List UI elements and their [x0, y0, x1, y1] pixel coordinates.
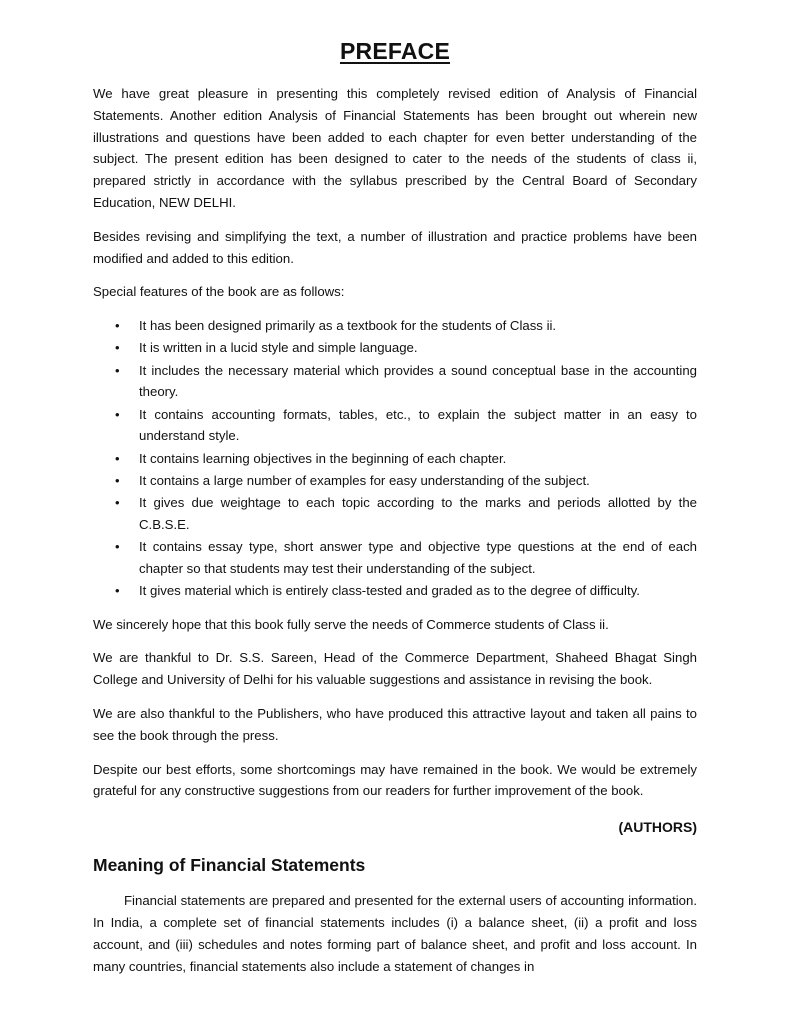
- feature-text: It contains learning objectives in the beginning of each chapter.: [139, 450, 507, 466]
- feature-item: [93, 492, 697, 536]
- closing-paragraph-3: We are also thankful to the Publishers, who have produced this attractive layout and taken all pains to see the book through the press.: [93, 706, 697, 743]
- feature-item: [93, 470, 697, 492]
- feature-item: [93, 580, 697, 602]
- section-paragraph: Financial statements are prepared and presented for the external users of accounting information. In India, a complete set of financial statements includes (i) a balance sheet, (ii) a profit and loss account, and (iii) schedules and notes forming part of balance sheet, and profit and loss account. In many countries, financial statements also include a statement of changes in: [93, 893, 697, 974]
- bullet-icon: •: [115, 582, 120, 598]
- feature-text: It is written in a lucid style and simple language.: [139, 340, 418, 356]
- bullet-icon: •: [115, 406, 120, 422]
- bullet-icon: •: [115, 494, 120, 510]
- bullet-icon: •: [115, 472, 120, 488]
- feature-item: [93, 404, 697, 448]
- feature-text: It contains essay type, short answer type and objective type questions at the end of each chapter so that students may test their understanding of the subject.: [139, 538, 697, 576]
- feature-item: [93, 360, 697, 404]
- feature-text: It contains a large number of examples for easy understanding of the subject.: [139, 472, 590, 488]
- section-heading: Meaning of Financial Statements: [93, 855, 366, 876]
- feature-item: [93, 536, 697, 580]
- bullet-icon: •: [115, 538, 120, 554]
- intro-paragraph-3: Special features of the book are as follows:: [93, 284, 345, 300]
- feature-item: [93, 337, 697, 359]
- feature-text: It has been designed primarily as a textbook for the students of Class ii.: [139, 318, 557, 334]
- feature-item: [93, 448, 697, 470]
- feature-text: It gives due weightage to each topic according to the marks and periods allotted by the C.B.S.E.: [139, 494, 697, 532]
- bullet-icon: •: [115, 318, 120, 334]
- features-list: [93, 315, 697, 601]
- bullet-icon: •: [115, 362, 120, 378]
- page-title: PREFACE: [339, 38, 451, 64]
- authors-signature: (AUTHORS): [618, 819, 697, 836]
- bullet-icon: •: [115, 450, 120, 466]
- document-page: [93, 34, 697, 989]
- intro-paragraph-1: We have great pleasure in presenting this completely revised edition of Analysis of Financial Statements. Another edition Analysis of Financial Statements has been brought out wherein new illustrations and questions have been added to each chapter for even better understanding of the subject. The present edition has been designed to cater to the needs of the students of class ii, prepared strictly in accordance with the syllabus prescribed by the Central Board of Secondary Education, NEW DELHI.: [93, 86, 697, 210]
- closing-paragraph-4: Despite our best efforts, some shortcomings may have remained in the book. We would be extremely grateful for any constructive suggestions from our readers for further improvement of the book.: [93, 761, 697, 799]
- feature-text: It includes the necessary material which provides a sound conceptual base in the accounting theory.: [139, 362, 697, 400]
- intro-paragraph-2: Besides revising and simplifying the text, a number of illustration and practice problems have been modified and added to this edition.: [93, 228, 697, 266]
- closing-paragraph-1: We sincerely hope that this book fully serve the needs of Commerce students of Class ii.: [93, 616, 609, 632]
- feature-text: It gives material which is entirely class-tested and graded as to the degree of difficulty.: [139, 582, 640, 598]
- feature-text: It contains accounting formats, tables, etc., to explain the subject matter in an easy to understand style.: [139, 406, 697, 444]
- closing-paragraph-2: We are thankful to Dr. S.S. Sareen, Head of the Commerce Department, Shaheed Bhagat Singh College and University of Delhi for his valuable suggestions and assistance in revising the book.: [93, 650, 697, 688]
- bullet-icon: •: [115, 340, 120, 356]
- feature-item: [93, 315, 697, 337]
